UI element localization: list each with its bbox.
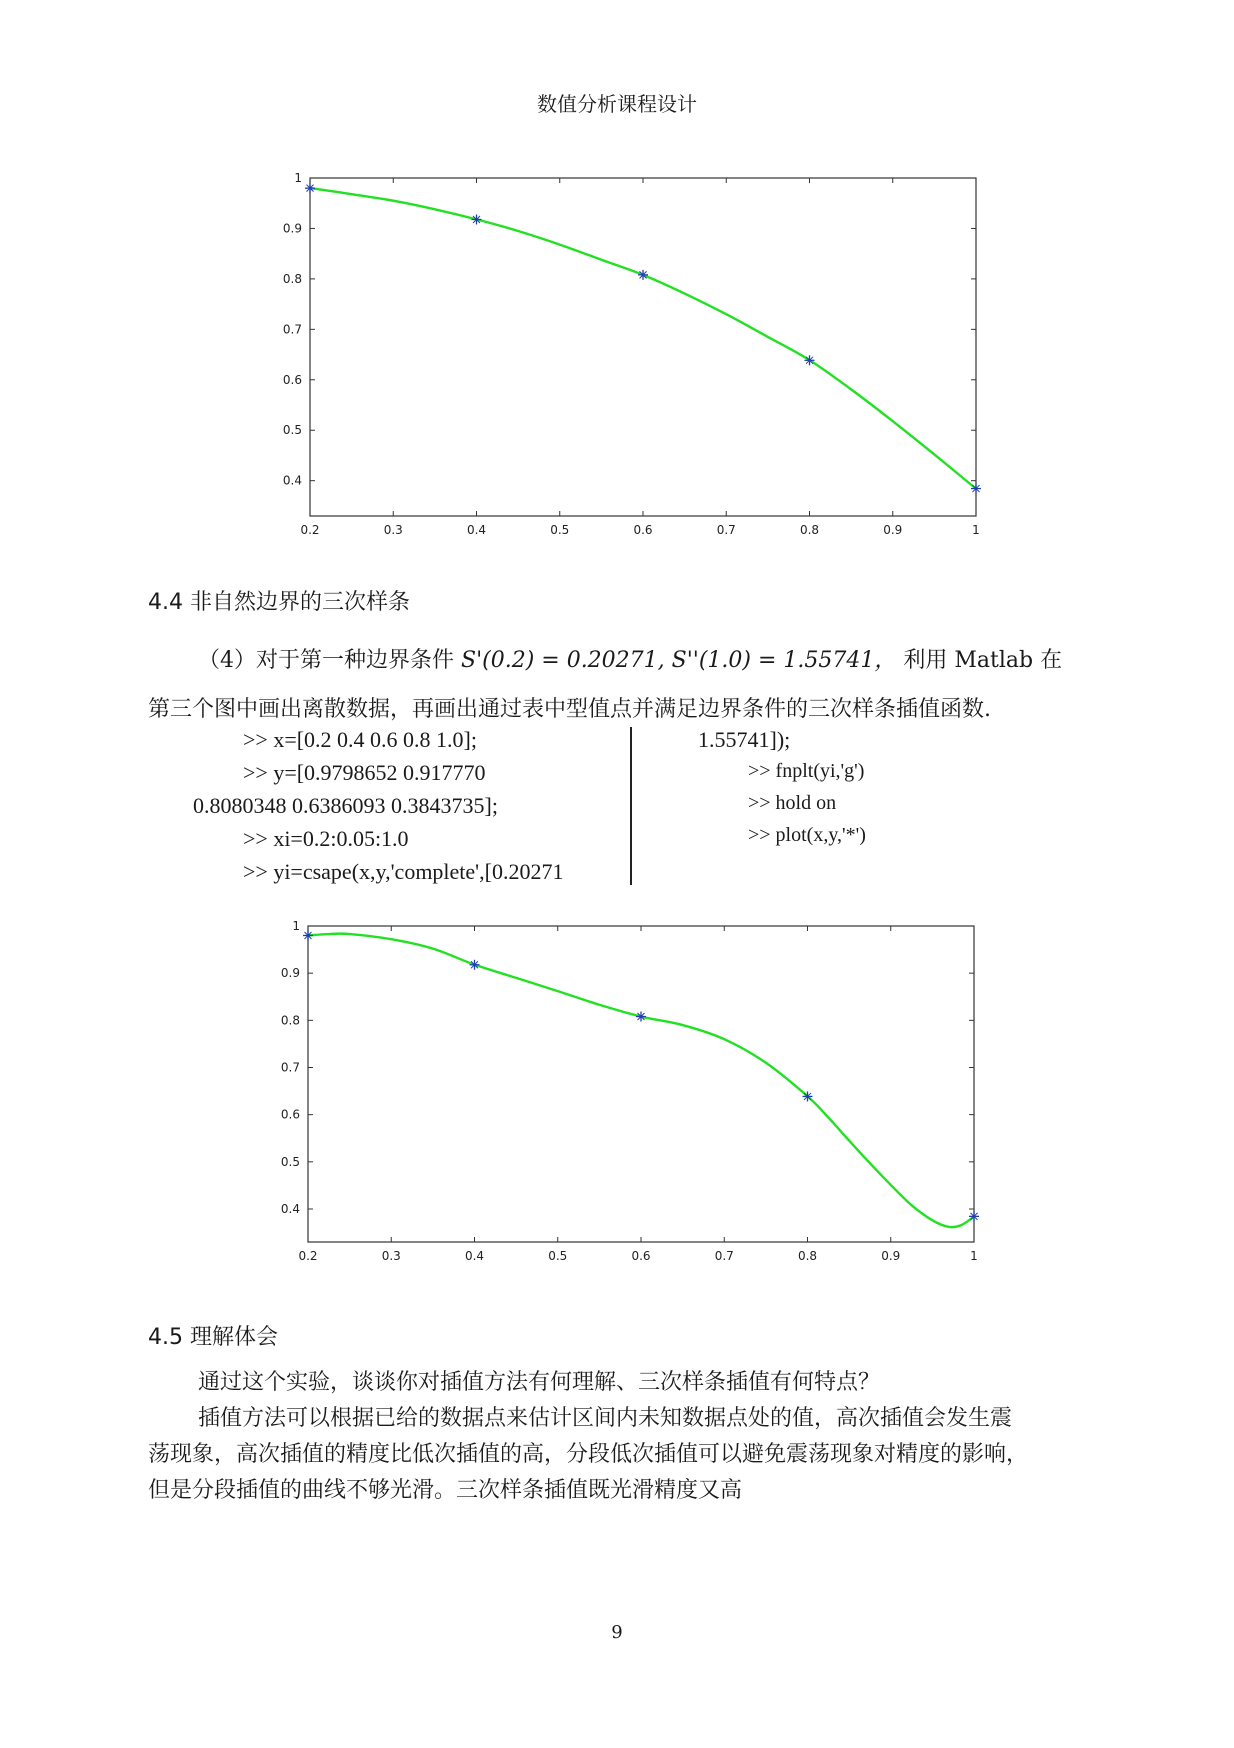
spline-curve <box>310 188 976 489</box>
para-4-5-line4: 但是分段插值的曲线不够光滑。三次样条插值既光滑精度又高 <box>148 1478 743 1503</box>
y-tick-label: 1 <box>294 171 302 185</box>
data-point-marker <box>805 355 815 365</box>
x-tick-label: 0.2 <box>300 523 320 537</box>
chart-boundary-spline-1 <box>260 170 1000 550</box>
data-point-marker <box>636 1012 646 1022</box>
code-left-4: >> xi=0.2:0.05:1.0 <box>243 826 409 851</box>
x-tick-label: 0.9 <box>883 523 903 537</box>
x-tick-label: 1 <box>972 523 980 537</box>
code-right-3: >> hold on <box>748 792 837 814</box>
page-header: 数值分析课程设计 <box>537 92 697 116</box>
x-tick-label: 0.3 <box>381 1249 401 1263</box>
y-tick-label: 0.7 <box>280 1060 300 1075</box>
y-tick-label: 0.6 <box>282 372 302 387</box>
y-tick-label: 0.8 <box>282 271 302 286</box>
y-tick-label: 0.9 <box>282 221 302 236</box>
code-left-1: >> x=[0.2 0.4 0.6 0.8 1.0]; <box>243 727 477 752</box>
x-tick-label: 0.4 <box>466 523 487 537</box>
x-tick-label: 0.5 <box>550 523 570 537</box>
x-tick-label: 0.2 <box>298 1249 318 1263</box>
code-right-1: 1.55741]); <box>698 727 791 752</box>
y-tick-label: 0.7 <box>282 322 302 337</box>
chart-boundary-spline-2 <box>258 918 998 1278</box>
data-point-marker <box>470 960 480 970</box>
code-left-5: >> yi=csape(x,y,'complete',[0.20271 <box>243 859 564 884</box>
data-point-marker <box>472 214 482 224</box>
data-point-marker <box>638 270 648 280</box>
x-tick-label: 0.7 <box>714 1249 734 1263</box>
para-4-suffix: 利用 Matlab 在 <box>903 648 1063 673</box>
data-point-marker <box>303 930 313 940</box>
code-column-divider <box>630 727 632 885</box>
para-4-5-line1: 通过这个实验，谈谈你对插值方法有何理解、三次样条插值有何特点？ <box>198 1370 881 1395</box>
para-4-line1 <box>198 643 1062 674</box>
y-tick-label: 0.4 <box>280 1201 300 1216</box>
x-tick-label: 0.4 <box>464 1249 485 1263</box>
plot-frame <box>310 178 976 516</box>
spline-curve <box>308 934 974 1228</box>
y-tick-label: 0.6 <box>280 1107 300 1122</box>
code-left-2: >> y=[0.9798652 0.917770 <box>243 760 486 785</box>
x-tick-label: 0.7 <box>716 523 736 537</box>
section-heading-4-5: 4.5 理解体会 <box>148 1325 278 1350</box>
y-tick-label: 0.5 <box>282 423 302 438</box>
data-point-marker <box>305 183 315 193</box>
para-4-prefix: （4）对于第一种边界条件 <box>198 648 461 673</box>
plot-frame <box>308 926 974 1242</box>
x-tick-label: 0.8 <box>797 1249 818 1263</box>
page-number: 9 <box>611 1622 623 1643</box>
y-tick-label: 0.8 <box>280 1013 300 1028</box>
section-heading-4-4: 4.4 非自然边界的三次样条 <box>148 590 410 615</box>
boundary-condition-2: S''(1.0) = 1.55741， <box>671 648 897 673</box>
y-tick-label: 0.9 <box>280 966 300 981</box>
x-tick-label: 0.3 <box>383 523 403 537</box>
y-tick-label: 1 <box>292 919 300 933</box>
x-tick-label: 0.9 <box>881 1249 901 1263</box>
x-tick-label: 1 <box>970 1249 978 1263</box>
boundary-condition-1: S'(0.2) = 0.20271, <box>461 648 665 673</box>
code-right-4: >> plot(x,y,'*') <box>748 824 866 846</box>
para-4-5-line2: 插值方法可以根据已给的数据点来估计区间内未知数据点处的值，高次插值会发生震 <box>198 1406 1013 1431</box>
x-tick-label: 0.5 <box>548 1249 568 1263</box>
x-tick-label: 0.6 <box>633 523 653 537</box>
para-4-line2: 第三个图中画出离散数据，再画出通过表中型值点并满足边界条件的三次样条插值函数. <box>148 697 991 722</box>
x-tick-label: 0.6 <box>631 1249 651 1263</box>
y-tick-label: 0.4 <box>282 473 302 488</box>
code-left-3: 0.8080348 0.6386093 0.3843735]; <box>193 793 498 818</box>
data-point-marker <box>971 484 981 494</box>
x-tick-label: 0.8 <box>799 523 820 537</box>
para-4-5-line3: 荡现象，高次插值的精度比低次插值的高，分段低次插值可以避免震荡现象对精度的影响， <box>148 1442 1029 1467</box>
y-tick-label: 0.5 <box>280 1154 300 1169</box>
code-right-2: >> fnplt(yi,'g') <box>748 760 865 782</box>
